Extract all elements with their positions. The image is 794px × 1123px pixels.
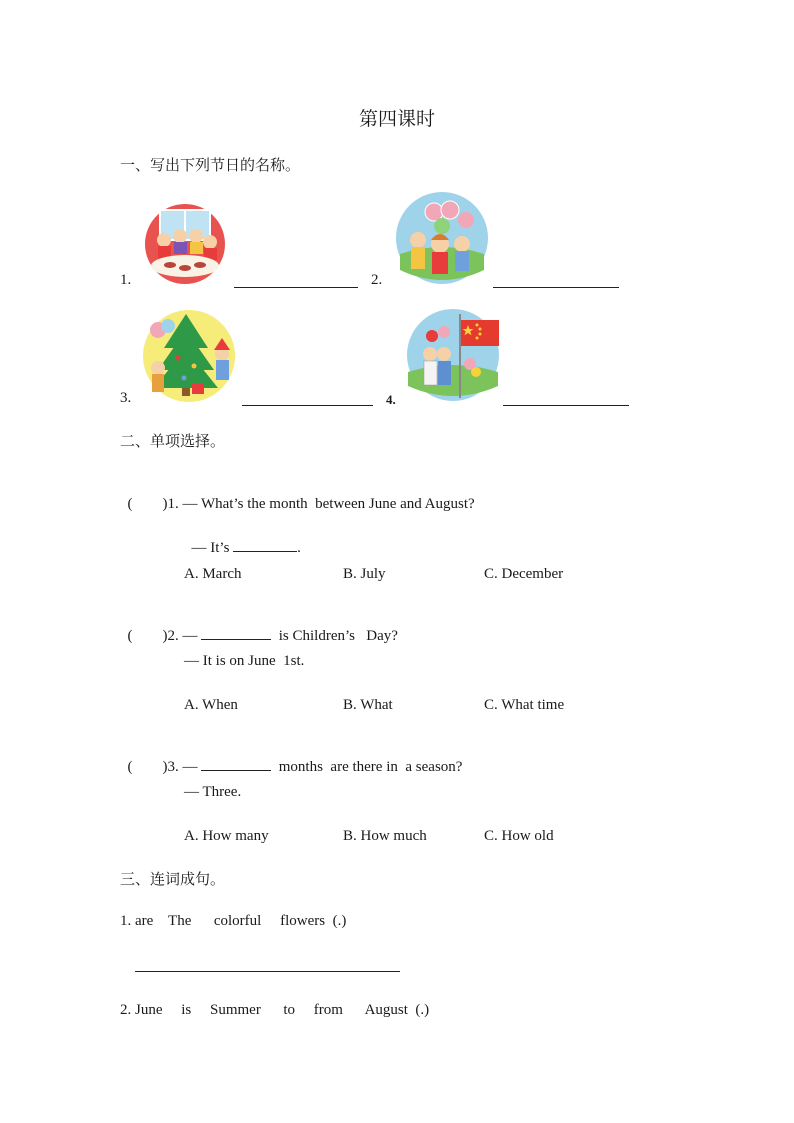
section-1-heading: 一、写出下列节日的名称。 [120,156,301,174]
answer-line-3[interactable] [242,405,373,406]
answer-line-1[interactable] [234,287,358,288]
option-b[interactable]: B. What [343,697,393,713]
answer-suffix: . [297,540,301,556]
page-title: 第四课时 [358,108,435,130]
item-3-number: 3. [120,390,132,406]
dash: — [182,628,198,644]
answer-bracket-1[interactable]: ( ) [127,496,168,512]
item-1-number: 1. [120,272,132,288]
dash: — [182,759,198,775]
option-b[interactable]: B. July [343,566,386,582]
question-2-text: is Children’s Day? [278,628,398,644]
option-c[interactable]: C. How old [484,828,554,844]
answer-line-2[interactable] [493,287,619,288]
christmas-tree-picture [138,308,240,404]
option-c[interactable]: C. December [484,566,564,582]
question-3-answer: — Three. [184,784,242,800]
question-2-row [120,610,398,645]
sentence-item-2: 2. June is Summer to from August (.) [120,1002,430,1018]
question-2-answer: — It is on June 1st. [184,653,305,669]
item-2-number: 2. [371,272,383,288]
option-a[interactable]: A. When [184,697,238,713]
blank-line[interactable] [201,758,271,771]
option-a[interactable]: A. How many [184,828,269,844]
childrens-day-balloons-picture [392,190,492,286]
answer-line-4[interactable] [503,405,629,406]
answer-bracket-2[interactable]: ( ) [127,628,168,644]
question-3-row [120,741,462,776]
option-a[interactable]: A. March [184,566,242,582]
answer-bracket-3[interactable]: ( ) [127,759,168,775]
blank-line[interactable] [233,539,297,552]
option-c[interactable]: C. What time [484,697,565,713]
sentence-item-1: 1. are The colorful flowers (.) [120,913,347,929]
question-3-number: 3. [167,759,179,775]
national-day-flag-picture [404,306,502,404]
spring-festival-dinner-picture [138,200,232,286]
item-4-number: 4. [386,392,396,407]
question-3-text: months are there in a season? [278,759,463,775]
question-1-row [120,479,475,513]
question-1-answer [184,522,301,557]
blank-line[interactable] [201,627,271,640]
option-b[interactable]: B. How much [343,828,427,844]
answer-prefix: — It’s [191,540,230,556]
question-1-text: — What’s the month between June and August? [182,496,475,512]
question-2-number: 2. [167,628,179,644]
section-3-heading: 三、连词成句。 [120,870,226,888]
section-2-heading: 二、单项选择。 [120,432,226,450]
answer-line-sentence-1[interactable] [135,971,400,972]
question-1-number: 1. [167,496,179,512]
